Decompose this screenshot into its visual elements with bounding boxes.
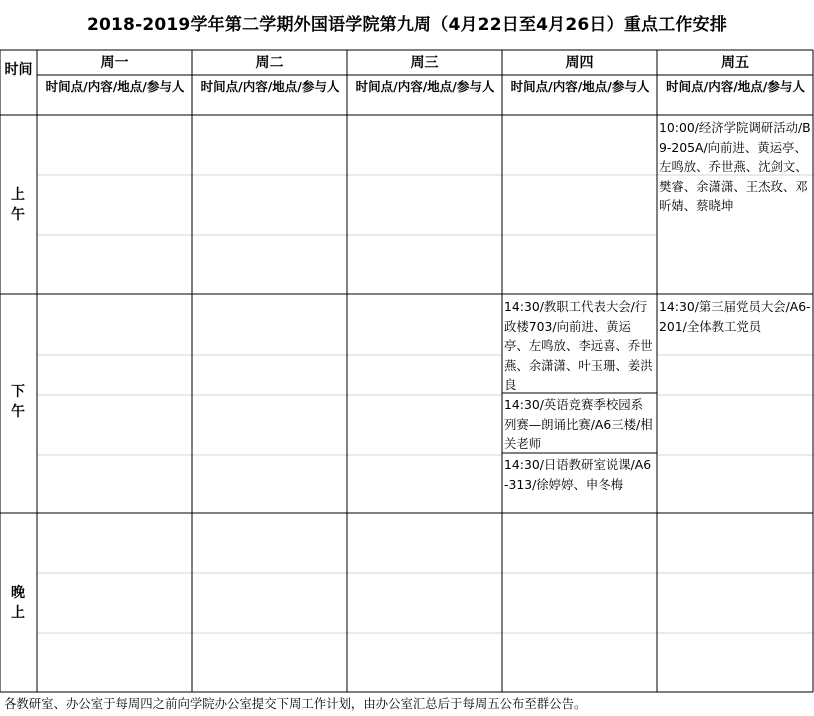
friday-afternoon-entry: 14:30/第三届党员大会/A6-201/全体教工党员	[659, 299, 811, 334]
sub-header-wednesday: 时间点/内容/地点/参与人	[355, 79, 495, 94]
period-label-afternoon: 下午	[11, 384, 25, 420]
sub-header-tuesday: 时间点/内容/地点/参与人	[200, 79, 340, 94]
sub-header-friday: 时间点/内容/地点/参与人	[666, 79, 805, 94]
day-header-monday: 周一	[100, 55, 129, 71]
period-label-morning: 上午	[11, 187, 25, 223]
thursday-afternoon-entry: 14:30/日语教研室说课/A6-313/徐婷婷、申冬梅	[504, 457, 652, 492]
day-header-friday: 周五	[721, 55, 749, 71]
sub-header-thursday: 时间点/内容/地点/参与人	[510, 79, 650, 94]
period-label-evening: 晚上	[11, 585, 25, 621]
thursday-afternoon-entry: 14:30/英语竞赛季校园系列赛—朗诵比赛/A6三楼/相关老师	[504, 397, 653, 452]
footer-note: 各教研室、办公室于每周四之前向学院办公室提交下周工作计划，由办公室汇总后于每周五公布至群公告。	[4, 696, 587, 711]
faint-row-lines	[37, 175, 813, 633]
day-header-wednesday: 周三	[410, 55, 439, 71]
thursday-afternoon-entry: 14:30/教职工代表大会/行政楼703/向前进、黄运亭、左鸣放、李远喜、乔世燕、余潇潇、叶玉珊、姜洪良	[504, 299, 653, 393]
friday-morning-entry: 10:00/经济学院调研活动/B9-205A/向前进、黄运亭、左鸣放、乔世燕、沈剑文、樊睿、余潇潇、王杰玫、邓昕婧、蔡晓坤	[659, 120, 811, 214]
time-column-header: 时间	[4, 62, 33, 78]
day-header-tuesday: 周二	[255, 55, 284, 71]
page-title: 2018-2019学年第二学期外国语学院第九周（4月22日至4月26日）重点工作安排	[86, 15, 728, 35]
sub-header-monday: 时间点/内容/地点/参与人	[45, 79, 185, 94]
day-header-thursday: 周四	[565, 55, 594, 71]
